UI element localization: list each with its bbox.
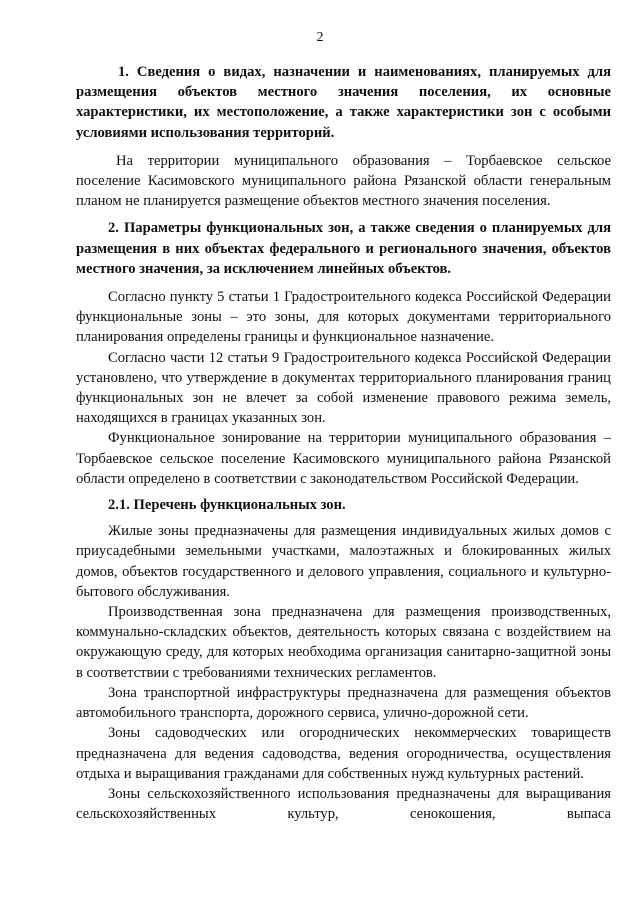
section-2-1-paragraph: Зона транспортной инфраструктуры предназначена для размещения объектов автомобильного транспорта, дорожного сервиса, улично-дорожной сети. bbox=[76, 684, 611, 722]
section-1-paragraph: На территории муниципального образования – Торбаевское сельское поселение Касимовского муниципального района Рязанской области генеральным планом не планируется размещение объектов местного значения поселения. bbox=[76, 152, 611, 210]
section-2-heading: 2. Параметры функциональных зон, а также сведения о планируемых для размещения в них объектах федерального и регионального значения, объектов местного значения, за исключением линейных объектов. bbox=[76, 220, 611, 277]
section-2-1-paragraph: Зоны садоводческих или огороднических некоммерческих товариществ предназначена для ведения садоводства, ведения огородничества, осуществления отдыха и выращивания гражданами для собственных нужд культурных растений. bbox=[76, 725, 611, 782]
section-2-1-paragraph: Зоны сельскохозяйственного использования предназначены для выращивания сельскохозяйственных культур, сенокошения, выпаса bbox=[76, 785, 611, 823]
section-2-paragraph: Функциональное зонирование на территории муниципального образования – Торбаевское сельское поселение Касимовского муниципального района Рязанской области определено в соответствии с законодательством Российской Федерации. bbox=[76, 430, 611, 487]
section-2-paragraph: Согласно части 12 статьи 9 Градостроительного кодекса Российской Федерации установлено, что утверждение в документах территориального планирования границ функциональных зон не влечет за собой изменение правового режима земель, находящихся в границах указанных зон. bbox=[76, 349, 611, 427]
section-2-1-heading: 2.1. Перечень функциональных зон. bbox=[108, 497, 346, 514]
document-body bbox=[76, 62, 611, 824]
section-1-heading: 1. Сведения о видах, назначении и наименованиях, планируемых для размещения объектов местного значения поселения, их основные характеристики, их местоположение, а также характеристики зон с особыми условиями использования территорий. bbox=[76, 64, 611, 141]
section-2-paragraph: Согласно пункту 5 статьи 1 Градостроительного кодекса Российской Федерации функциональные зоны – это зоны, для которых документами территориального планирования определены границы и функциональное назначение. bbox=[76, 289, 611, 346]
page-number: 2 bbox=[316, 30, 324, 45]
section-2-1-paragraph: Производственная зона предназначена для размещения производственных, коммунально-складских объектов, деятельность которых связана с воздействием на окружающую среду, для которых необходима организация санитарно-защитной зоны в соответствии с требованиями технических регламентов. bbox=[76, 604, 611, 681]
section-2-1-paragraph: Жилые зоны предназначены для размещения индивидуальных жилых домов с приусадебными земельными участками, малоэтажных и блокированных жилых домов, объектов государственного и делового управления, социального и культурно-бытового обслуживания. bbox=[76, 523, 611, 600]
